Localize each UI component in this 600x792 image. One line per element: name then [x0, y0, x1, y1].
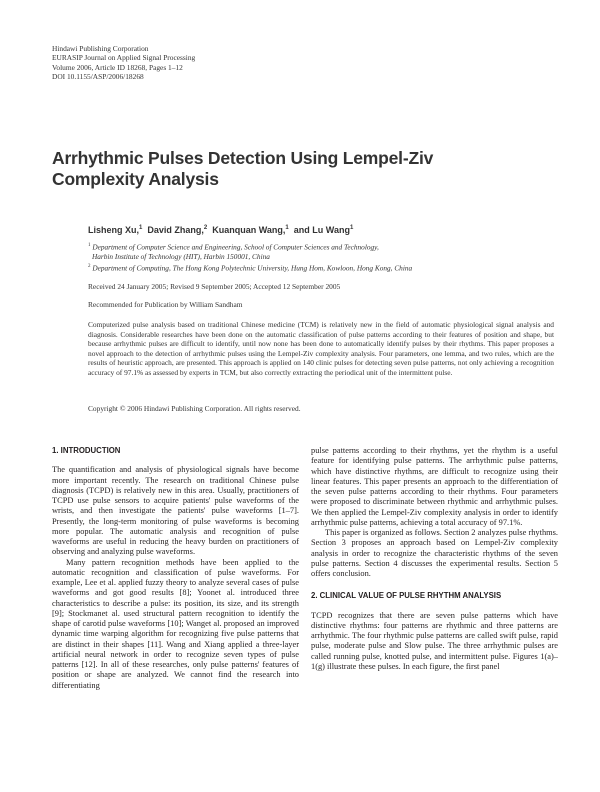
volume-line: Volume 2006, Article ID 18268, Pages 1–12 [52, 62, 183, 72]
affiliations [88, 241, 412, 273]
author-name: Kuanquan Wang, [212, 225, 286, 235]
journal-header [52, 44, 195, 82]
author-affiliation-mark: 1 [349, 225, 354, 231]
author-affiliation-mark: 1 [285, 225, 289, 231]
section-heading: 2. CLINICAL VALUE OF PULSE RHYTHM ANALYSIS [311, 591, 502, 601]
left-column [52, 446, 299, 691]
copyright-line: Copyright © 2006 Hindawi Publishing Corporation. All rights reserved. [88, 404, 301, 413]
affiliation-1-line-1: Department of Computer Science and Engineering, School of Computer Sciences and Technology, [92, 242, 379, 252]
author-list [88, 225, 353, 235]
paper-title [52, 148, 532, 190]
paragraph: The quantification and analysis of physiological signals have become more important recently. The research on traditional Chinese pulse diagnosis (TCPD) is relatively new in this area. Usually, practitioners of TCPD use pulse sensors to acquire patients' pulse waveforms of the wrists, and then investigate the patients' pulse waveforms [1–7]. Presently, the long-term monitoring of pulse waveforms is becoming more popular. The automatic analysis and recognition of pulse waveforms are useful in reducing the heavy burden on practitioners of observing and analyzing pulse waveforms. [52, 465, 299, 557]
paragraph: TCPD recognizes that there are seven pulse patterns which have distinctive rhythms: four patterns are rhythmic and three patterns are arrhythmic. The four rhythmic pulse patterns are called swift pulse, rapid pulse, moderate pulse and Slow pulse. The three arrhythmic pulses are called running pulse, knotted pulse, and intermittent pulse. Figures 1(a)–1(g) illustrate these pulses. In each figure, the first panel [311, 610, 558, 671]
title-line-2: Complexity Analysis [52, 169, 219, 189]
author-affiliation-mark: 1 [139, 225, 143, 231]
publisher-line: Hindawi Publishing Corporation [52, 44, 149, 53]
paragraph: pulse patterns according to their rhythms, yet the rhythm is a useful feature for identifying pulse patterns. The arrhythmic pulse patterns, which have distinctive rhythms, are difficult to recognize using their linear features. This paper presents an approach to the differentiation of the seven pulse patterns according to their rhythms. Four parameters were proposed to discriminate between rhythmic and arrhythmic pulses. We then applied the Lempel-Ziv complexity analysis in order to identify arrhythmic pulse patterns, achieving a total accuracy of 97.1%. [311, 446, 558, 527]
section-heading: 1. INTRODUCTION [52, 446, 121, 455]
affiliation-2-line-1: Department of Computing, The Hong Kong Polytechnic University, Hung Hom, Kowloon, Hong Kong, China [92, 263, 413, 273]
recommended-line: Recommended for Publication by William Sandham [88, 300, 243, 309]
doi-line: DOI 10.1155/ASP/2006/18268 [52, 72, 144, 82]
author-affiliation-mark: 2 [203, 225, 208, 231]
author-name: David Zhang, [147, 225, 204, 235]
author-name: Lisheng Xu, [88, 225, 140, 235]
journal-name-line: EURASIP Journal on Applied Signal Processing [52, 53, 196, 63]
affiliation-mark: 1 [88, 243, 91, 248]
abstract: Computerized pulse analysis based on traditional Chinese medicine (TCM) is relatively new in the field of automatic physiological signal analysis and diagnosis. Considerable researches have been done on the automatic classification of pulse patterns according to their features of position and shape, but because arrhythmic pulses are difficult to identify, until now none has been done to automatically identify pulses by their rhythms. This paper proposes a novel approach to the detection of arrhythmic pulses using the Lempel-Ziv complexity analysis. Four parameters, one lemma, and two rules, which are the results of heuristic approach, are presented. This approach is applied on 140 clinic pulses for detecting seven pulse patterns, not only achieving a recognition accuracy of 97.1% as assessed by experts in TCM, but also correctly extracting the periodical unit of the intermittent pulse. [88, 320, 554, 377]
affiliation-mark: 2 [88, 263, 91, 269]
affiliation-1-line-2: Harbin Institute of Technology (HIT), Harbin 150001, China [92, 252, 270, 262]
dates-line: Received 24 January 2005; Revised 9 September 2005; Accepted 12 September 2005 [88, 282, 341, 291]
title-line-1: Arrhythmic Pulses Detection Using Lempel-Ziv [52, 148, 434, 168]
right-column [311, 446, 558, 672]
paragraph: Many pattern recognition methods have been applied to the automatic recognition and classification of pulse waveforms. For example, Lee et al. applied fuzzy theory to analyze several cases of pulse waveforms and got good results [8]; Yoonet al. introduced three characteristics to describe a pulse: its position, its size, and its strength [9]; Stockmanet al. used structural pattern recognition to identify the shape of carotid pulse waveforms [10]; Wanget al. proposed an improved dynamic time warping algorithm for recognizing five pulse patterns that are distinct in their shapes [11]. Wang and Xiang applied a three-layer artificial neural network in order to recognize seven types of pulse patterns [12]. In all of these researches, only pulse patterns' features of position or shape are analyzed. We cannot find the research into differentiating [52, 557, 299, 690]
paragraph: This paper is organized as follows. Section 2 analyzes pulse rhythms. Section 3 proposes an approach based on Lempel-Ziv complexity analysis in order to recognize the characteristic rhythms of the seven pulse patterns. Section 4 discusses the experimental results. Section 5 offers conclusion. [311, 528, 558, 578]
author-name: and Lu Wang [293, 225, 350, 235]
